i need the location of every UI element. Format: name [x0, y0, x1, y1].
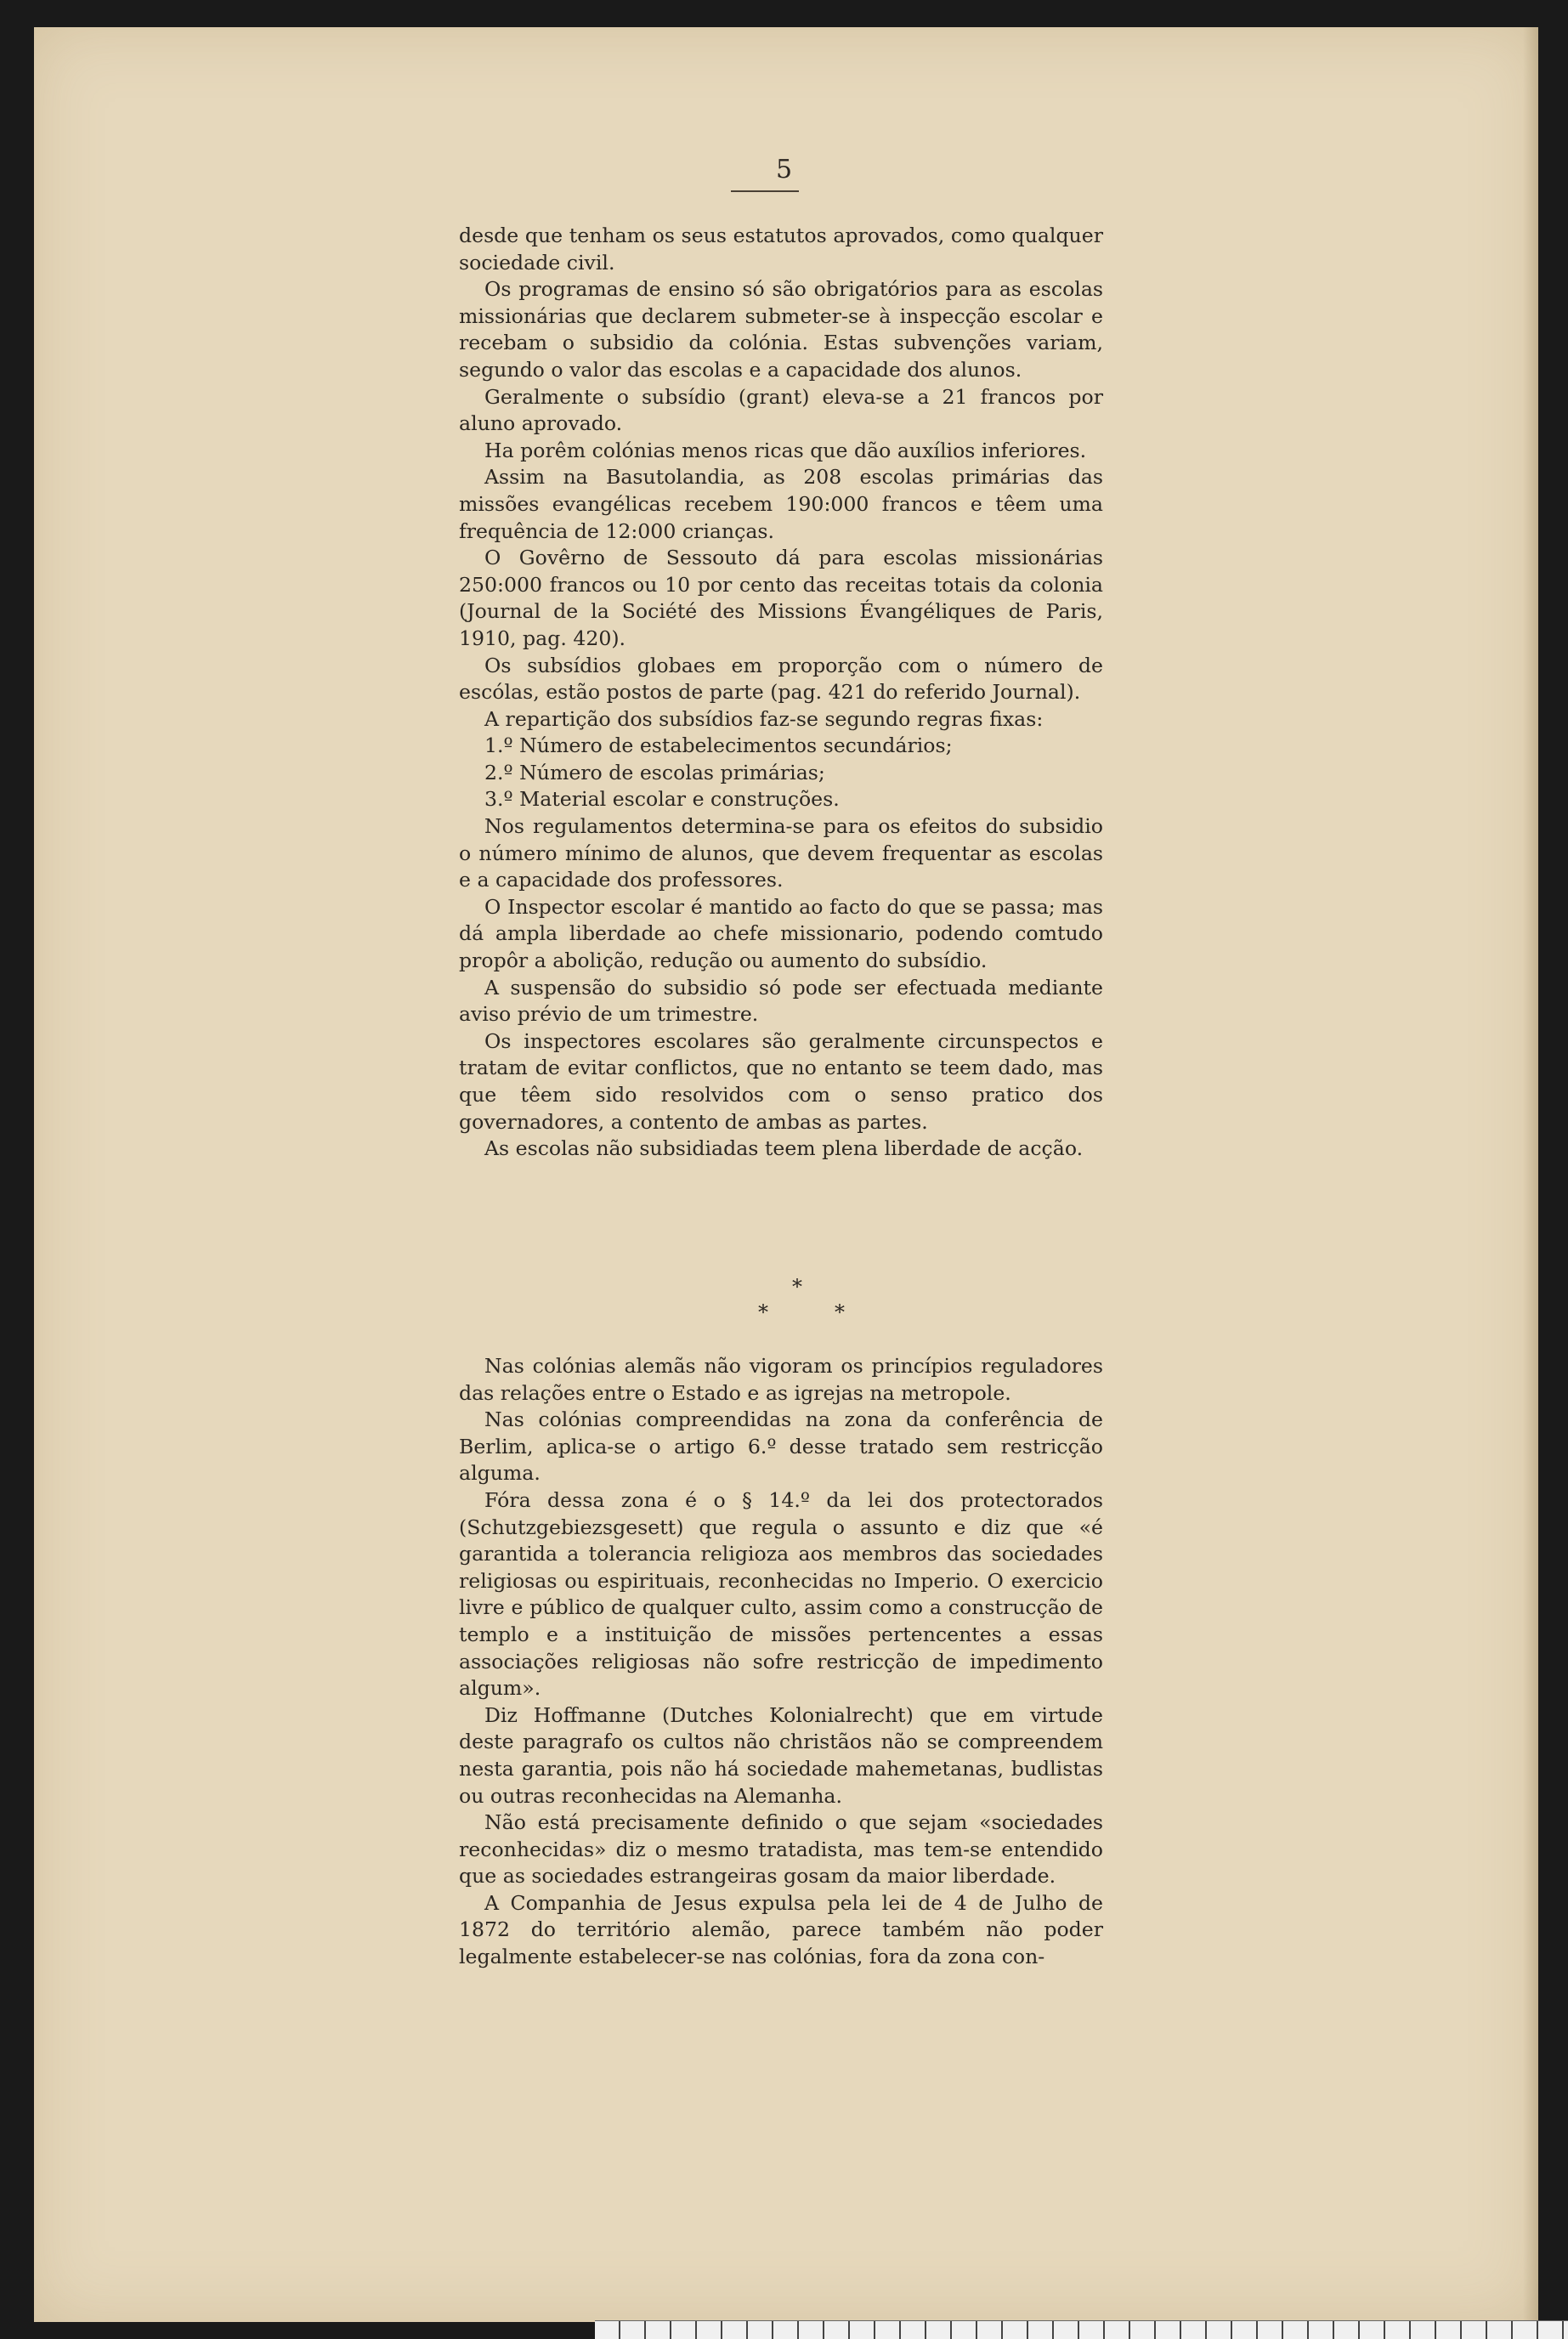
- paragraph: Diz Hoffmanne (Dutches Kolonialrecht) que em virtude deste paragrafo os cultos não christãos não se compreendem nesta garantia, pois não há sociedade mahemetanas, budlistas ou outras reconhecidas na Alemanha.: [459, 1702, 1103, 1808]
- paragraph: 1.º Número de estabelecimentos secundários;: [484, 733, 953, 758]
- paragraph: Os subsídios globaes em proporção com o número de escólas, estão postos de parte (pag. 421 do referido Journal).: [459, 653, 1103, 705]
- paragraph: Os programas de ensino só são obrigatórios para as escolas missionárias que declarem submeter-se à inspecção escolar e recebam o subsidio da colónia. Estas subvenções variam, segundo o valor das escolas e a capacidade dos alunos.: [459, 277, 1103, 382]
- text-column-top: [459, 223, 1103, 1163]
- paragraph: Nos regulamentos determina-se para os efeitos do subsidio o número mínimo de alunos, que devem frequentar as escolas e a capacidade dos professores.: [459, 814, 1103, 892]
- section-separator: [733, 1275, 869, 1334]
- paragraph: A suspensão do subsidio só pode ser efectuada mediante aviso prévio de um trimestre.: [459, 975, 1103, 1027]
- page-edge-shadow: [1523, 27, 1538, 2322]
- text-column-bottom: [459, 1353, 1103, 1971]
- separator-star: *: [792, 1275, 802, 1299]
- paragraph: 3.º Material escolar e construções.: [484, 787, 840, 812]
- paragraph: Os inspectores escolares são geralmente circunspectos e tratam de evitar conflictos, que no entanto se teem dado, mas que têem sido resolvidos com o senso pratico dos governadores, a contento de ambas as partes.: [459, 1028, 1103, 1134]
- separator-star: *: [835, 1300, 845, 1324]
- paragraph: O Inspector escolar é mantido ao facto do que se passa; mas dá ampla liberdade ao chefe missionario, podendo comtudo propôr a abolição, redução ou aumento do subsídio.: [459, 894, 1103, 973]
- paragraph: Não está precisamente definido o que sejam «sociedades reconhecidas» diz o mesmo tratadista, mas tem-se entendido que as sociedades estrangeiras gosam da maior liberdade.: [459, 1810, 1103, 1889]
- paragraph: 2.º Número de escolas primárias;: [484, 760, 825, 784]
- scale-ruler: [595, 2320, 1568, 2339]
- paragraph: desde que tenham os seus estatutos aprovados, como qualquer sociedade civil.: [459, 224, 1103, 275]
- paragraph: A Companhia de Jesus expulsa pela lei de 4 de Julho de 1872 do território alemão, parece também não poder legalmente estabelecer-se nas colónias, fora da zona con-: [459, 1890, 1103, 1969]
- paragraph: Geralmente o subsídio (grant) eleva-se a 21 francos por aluno aprovado.: [459, 384, 1103, 436]
- paragraph: Ha porêm colónias menos ricas que dão auxílios inferiores.: [484, 438, 1087, 462]
- page-number: 5: [775, 155, 793, 184]
- page-number-rule: [731, 190, 799, 192]
- paragraph: As escolas não subsidiadas teem plena liberdade de acção.: [484, 1136, 1084, 1161]
- paragraph: Nas colónias compreendidas na zona da conferência de Berlim, aplica-se o artigo 6.º desse tratado sem restricção alguma.: [459, 1407, 1103, 1486]
- paragraph: Nas colónias alemãs não vigoram os princípios reguladores das relações entre o Estado e as igrejas na metropole.: [459, 1354, 1103, 1405]
- paragraph: Assim na Basutolandia, as 208 escolas primárias das missões evangélicas recebem 190:000 francos e têem uma frequência de 12:000 crianças.: [459, 465, 1103, 543]
- separator-star: *: [758, 1300, 768, 1324]
- paragraph: A repartição dos subsídios faz-se segundo regras fixas:: [484, 706, 1044, 731]
- paragraph: Fóra dessa zona é o § 14.º da lei dos protectorados (Schutzgebiezsgesett) que regula o assunto e diz que «é garantida a tolerancia religioza aos membros das sociedades religiosas ou espirituais, reconhecidas no Imperio. O exercicio livre e público de qualquer culto, assim como a construcção de templo e a instituição de missões pertencentes a essas associações religiosas não sofre restricção de impedimento algum».: [459, 1487, 1103, 1701]
- paragraph: O Govêrno de Sessouto dá para escolas missionárias 250:000 francos ou 10 por cento das receitas totais da colonia (Journal de la Société des Missions Évangéliques de Paris, 1910, pag. 420).: [459, 546, 1103, 650]
